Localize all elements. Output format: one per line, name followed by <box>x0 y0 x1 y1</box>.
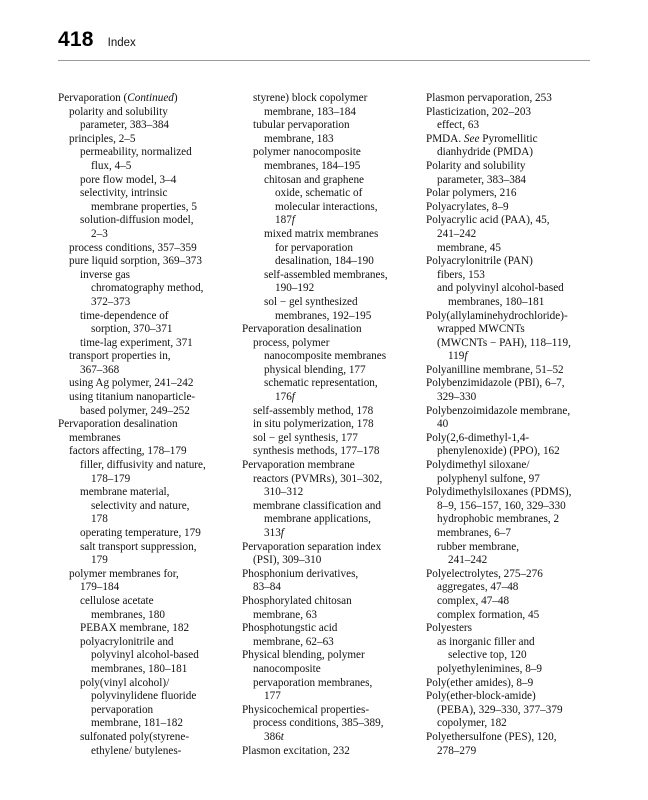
index-entry: aggregates, 47–48 <box>437 581 519 594</box>
index-entry: Poly(2,6-dimethyl-1,4- <box>426 431 530 444</box>
index-entry: polyvinylidene fluoride <box>91 690 197 703</box>
index-entry: principles, 2–5 <box>69 132 136 145</box>
index-entry: cellulose acetate <box>80 594 154 607</box>
index-entry: sol − gel synthesis, 177 <box>253 431 358 444</box>
index-entry: wrapped MWCNTs <box>437 323 525 336</box>
index-entry: selectivity and nature, <box>91 499 190 512</box>
index-entry: Polar polymers, 216 <box>426 187 517 200</box>
index-entry: Poly(ether-block-amide) <box>426 690 536 703</box>
index-entry: 179–184 <box>80 581 120 594</box>
index-entry: for pervaporation <box>275 241 353 254</box>
index-entry: Polyesters <box>426 622 472 635</box>
index-entry: Phosphonium derivatives, <box>242 567 359 580</box>
index-entry: 190–192 <box>275 282 315 295</box>
index-column-1 <box>58 92 224 758</box>
page-number: 418 <box>58 28 94 51</box>
index-entry: parameter, 383–384 <box>437 173 527 186</box>
index-entry: 179 <box>91 554 108 567</box>
index-entry: molecular interactions, <box>275 200 378 213</box>
index-entry: fibers, 153 <box>437 268 485 281</box>
index-entry: inverse gas <box>80 268 131 281</box>
index-entry: 310–312 <box>264 486 304 499</box>
index-entry: selective top, 120 <box>448 649 527 662</box>
index-entry: copolymer, 182 <box>437 717 507 730</box>
index-entry: tubular pervaporation <box>253 119 350 132</box>
index-entry: 8–9, 156–157, 160, 329–330 <box>437 499 566 512</box>
index-entry: 178–179 <box>91 472 131 485</box>
index-entry: Plasmon excitation, 232 <box>242 744 350 757</box>
index-column-3 <box>426 92 592 758</box>
index-entry: Pervaporation membrane <box>242 459 355 472</box>
index-entry: Poly(allylaminehydrochloride)- <box>426 309 568 322</box>
index-entry: membrane material, <box>80 486 170 499</box>
index-entry: PEBAX membrane, 182 <box>80 622 190 635</box>
index-entry: sulfonated poly(styrene- <box>80 730 190 743</box>
index-entry: based polymer, 249–252 <box>80 404 190 417</box>
index-entry: polyphenyl sulfone, 97 <box>437 472 540 485</box>
index-entry: time-dependence of <box>80 309 169 322</box>
index-entry: ethylene/ butylenes- <box>91 744 182 757</box>
index-entry: desalination, 184–190 <box>275 255 374 268</box>
index-entry: membranes, 184–195 <box>264 159 361 172</box>
index-entry: filler, diffusivity and nature, <box>80 459 206 472</box>
index-entry: process, polymer <box>253 336 330 349</box>
index-entry: membrane, 63 <box>253 608 317 621</box>
index-entry: self-assembly method, 178 <box>253 404 374 417</box>
index-entry: solution-diffusion model, <box>80 214 194 227</box>
index-entry: PMDA. See Pyromellitic <box>426 132 538 145</box>
index-entry: as inorganic filler and <box>437 635 535 648</box>
running-head: Index <box>107 37 136 49</box>
index-entry: styrene) block copolymer <box>253 92 368 104</box>
index-entry: effect, 63 <box>437 119 480 132</box>
index-entry: polarity and solubility <box>69 105 168 118</box>
index-entry: membranes, 6–7 <box>437 527 511 539</box>
index-entry: synthesis methods, 177–178 <box>253 445 380 458</box>
index-entry: 241–242 <box>437 227 477 240</box>
page-header <box>58 28 590 52</box>
index-entry: and polyvinyl alcohol-based <box>437 282 564 295</box>
index-entry: chromatography method, <box>91 282 204 295</box>
index-entry: sol − gel synthesized <box>264 295 358 308</box>
index-entry: Polybenzimidazole (PBI), 6–7, <box>426 377 565 390</box>
index-entry: membrane, 183 <box>264 132 334 145</box>
index-entry: operating temperature, 179 <box>80 527 201 539</box>
index-entry: Polydimethylsiloxanes (PDMS), <box>426 486 572 499</box>
index-entry: complex formation, 45 <box>437 608 540 621</box>
index-entry: transport properties in, <box>69 350 171 363</box>
index-entry: membrane applications, <box>264 513 371 526</box>
index-entry: polyvinyl alcohol-based <box>91 649 199 662</box>
index-entry: polyacrylonitrile and <box>80 635 174 648</box>
index-entry: Plasmon pervaporation, 253 <box>426 92 552 104</box>
index-entry: membranes, 180–181 <box>448 295 545 308</box>
index-entry: physical blending, 177 <box>264 363 366 376</box>
index-entry: using titanium nanoparticle- <box>69 391 196 404</box>
index-entry: 329–330 <box>437 391 477 404</box>
index-entry: Phosphorylated chitosan <box>242 594 352 607</box>
index-entry: permeability, normalized <box>80 146 192 159</box>
index-entry: Poly(ether amides), 8–9 <box>426 676 534 689</box>
index-entry: Polyanilline membrane, 51–52 <box>426 363 564 376</box>
header-rule <box>58 60 590 61</box>
index-entry: membranes, 192–195 <box>275 309 372 322</box>
index-entry: Polyacrylonitrile (PAN) <box>426 255 533 268</box>
index-entry: schematic representation, <box>264 377 378 390</box>
index-entry: 178 <box>91 513 108 526</box>
index-entry: Polyelectrolytes, 275–276 <box>426 567 543 580</box>
index-entry: 40 <box>437 418 449 431</box>
index-entry: phenylenoxide) (PPO), 162 <box>437 445 560 458</box>
index-entry: polymer membranes for, <box>69 567 179 580</box>
index-entry: flux, 4–5 <box>91 159 132 172</box>
index-entry: rubber membrane, <box>437 540 520 553</box>
index-entry: (PSI), 309–310 <box>253 554 322 567</box>
index-entry: 386t <box>264 730 284 743</box>
index-entry: Polydimethyl siloxane/ <box>426 459 530 472</box>
index-entry: 241–242 <box>448 554 488 567</box>
index-entry: parameter, 383–384 <box>80 119 170 132</box>
index-entry: 313f <box>264 527 284 539</box>
index-entry: poly(vinyl alcohol)/ <box>80 676 170 689</box>
index-entry: Polyethersulfone (PES), 120, <box>426 730 557 743</box>
index-entry: reactors (PVMRs), 301–302, <box>253 472 383 485</box>
index-entry: (PEBA), 329–330, 377–379 <box>437 703 563 716</box>
index-entry: chitosan and graphene <box>264 173 365 186</box>
index-entry: 187f <box>275 214 295 227</box>
index-entry: pervaporation membranes, <box>253 676 373 689</box>
index-entry: polymer nanocomposite <box>253 146 361 159</box>
index-columns <box>58 92 594 758</box>
index-entry: Polyacrylic acid (PAA), 45, <box>426 214 550 227</box>
index-entry: 372–373 <box>91 295 131 308</box>
index-entry: process conditions, 385–389, <box>253 717 384 730</box>
index-entry: selectivity, intrinsic <box>80 187 168 200</box>
index-entry: Phosphotungstic acid <box>242 622 338 635</box>
index-entry: mixed matrix membranes <box>264 227 379 240</box>
index-entry: Polyacrylates, 8–9 <box>426 200 509 213</box>
index-entry: 83–84 <box>253 581 281 594</box>
index-entry: membrane, 45 <box>437 241 501 254</box>
index-entry: membrane classification and <box>253 499 381 512</box>
index-entry: sorption, 370–371 <box>91 323 173 336</box>
index-entry: Physicochemical properties- <box>242 703 370 716</box>
index-entry: 119f <box>448 350 468 363</box>
index-entry: factors affecting, 178–179 <box>69 445 187 458</box>
index-entry: hydrophobic membranes, 2 <box>437 513 560 526</box>
index-entry: membrane, 181–182 <box>91 717 183 730</box>
index-entry: (MWCNTs − PAH), 118–119, <box>437 336 571 349</box>
index-entry: nanocomposite membranes <box>264 350 387 363</box>
index-entry: membrane properties, 5 <box>91 200 197 213</box>
index-entry: Pervaporation separation index <box>242 540 382 553</box>
index-entry: using Ag polymer, 241–242 <box>69 377 194 390</box>
index-entry: in situ polymerization, 178 <box>253 418 374 431</box>
index-entry: membranes <box>69 431 121 444</box>
index-entry: complex, 47–48 <box>437 594 510 607</box>
index-entry: process conditions, 357–359 <box>69 241 197 254</box>
index-entry: Pervaporation desalination <box>58 418 178 431</box>
index-entry: nanocomposite <box>253 662 321 675</box>
index-entry: Polybenzoimidazole membrane, <box>426 404 571 417</box>
index-entry: Pervaporation (Continued) <box>58 92 178 104</box>
index-entry: pure liquid sorption, 369–373 <box>69 255 202 268</box>
index-entry: oxide, schematic of <box>275 187 363 200</box>
index-entry: self-assembled membranes, <box>264 268 388 281</box>
index-entry: membrane, 62–63 <box>253 635 334 648</box>
index-entry: pore flow model, 3–4 <box>80 173 177 186</box>
index-entry: polyethylenimines, 8–9 <box>437 662 543 675</box>
index-entry: 2–3 <box>91 227 108 240</box>
index-entry: 177 <box>264 690 281 703</box>
index-entry: Plasticization, 202–203 <box>426 105 532 118</box>
index-entry: salt transport suppression, <box>80 540 197 553</box>
index-entry: 367–368 <box>80 363 120 376</box>
index-entry: membranes, 180 <box>91 608 165 621</box>
index-entry: membrane, 183–184 <box>264 105 356 118</box>
index-entry: membranes, 180–181 <box>91 662 188 675</box>
index-entry: pervaporation <box>91 703 154 716</box>
index-entry: Polarity and solubility <box>426 159 526 172</box>
index-entry: Physical blending, polymer <box>242 649 365 662</box>
index-entry: time-lag experiment, 371 <box>80 336 193 349</box>
index-entry: Pervaporation desalination <box>242 323 362 336</box>
index-entry: 176f <box>275 391 295 404</box>
index-column-2 <box>242 92 408 758</box>
index-entry: dianhydride (PMDA) <box>437 146 534 159</box>
index-entry: 278–279 <box>437 744 477 757</box>
